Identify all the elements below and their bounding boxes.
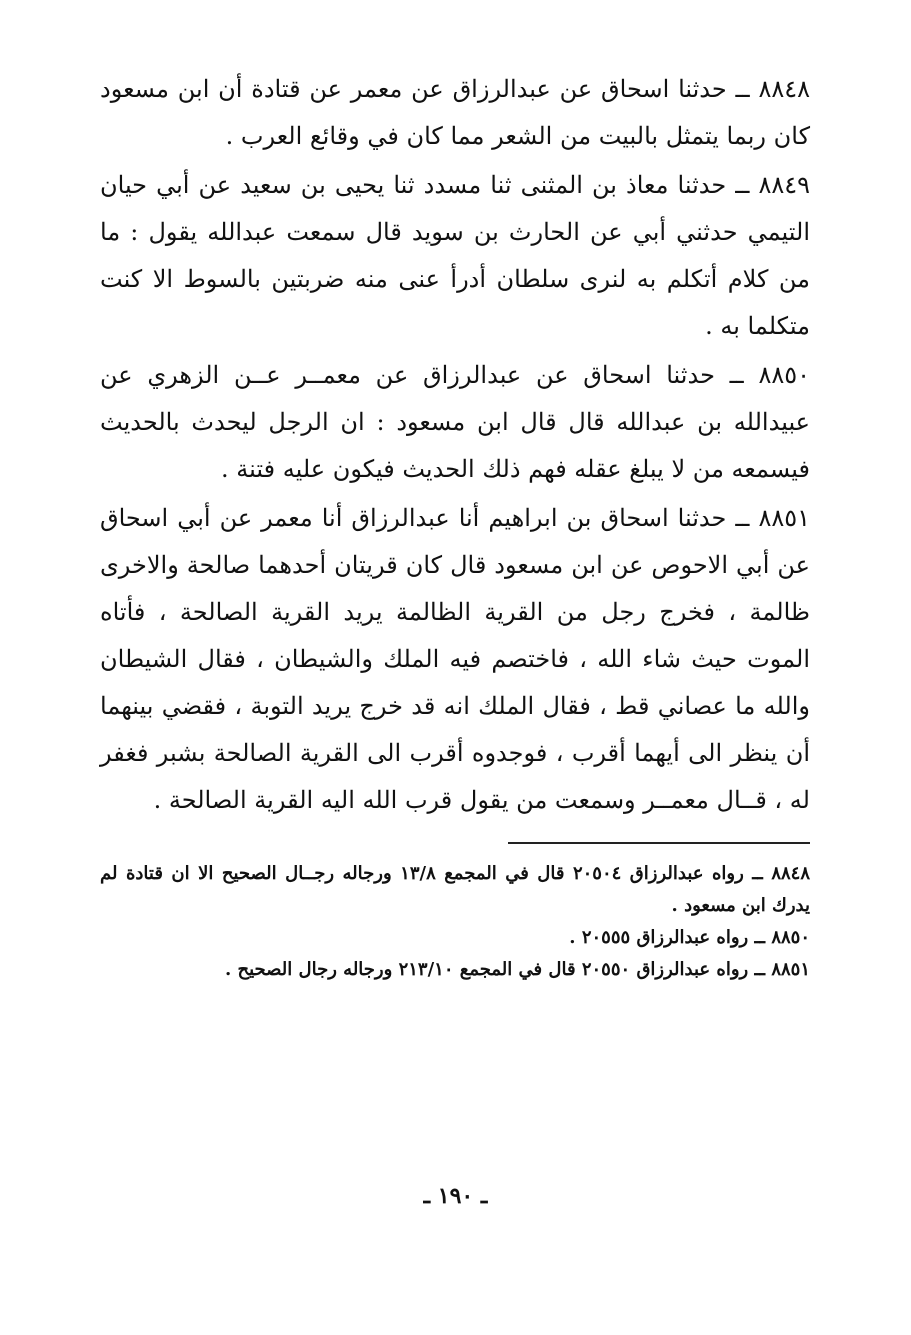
footnote-separator (508, 842, 810, 844)
book-page (100, 66, 810, 986)
footnote-8850: ٨٨٥٠ ــ رواه عبدالرزاق ٢٠٥٥٥ . (569, 927, 810, 948)
page-number: ـ ١٩٠ ـ (423, 1183, 488, 1209)
footnote-8851: ٨٨٥١ ــ رواه عبدالرزاق ٢٠٥٥٠ قال في المجمع ٢١٣/١٠ ورجاله رجال الصحيح . (224, 959, 810, 980)
hadith-8848: ٨٨٤٨ ــ حدثنا اسحاق عن عبدالرزاق عن معمر عن قتادة أن ابن مسعود كان ربما يتمثل بالبيت من الشعر مما كان في وقائع العرب . (100, 75, 810, 150)
footnotes (100, 858, 810, 986)
footnote-8848: ٨٨٤٨ ــ رواه عبدالرزاق ٢٠٥٠٤ قال في المجمع ١٣/٨ ورجاله رجــال الصحيح الا ان قتادة لم يدرك ابن مسعود . (100, 863, 810, 916)
hadith-8851: ٨٨٥١ ــ حدثنا اسحاق بن ابراهيم أنا عبدالرزاق أنا معمر عن أبي اسحاق عن أبي الاحوص عن ابن مسعود قال كان قريتان أحدهما صالحة والاخرى ظالمة ، فخرج رجل من القرية الظالمة يريد القرية الصالحة ، فأتاه الموت حيث شاء الله ، فاختصم فيه الملك والشيطان ، فقال الشيطان والله ما عصاني قط ، فقال الملك انه قد خرج يريد التوبة ، فقضي بينهما أن ينظر الى أيهما أقرب ، فوجدوه أقرب الى القرية الصالحة بشبر فغفر له ، قــال معمــر وسمعت من يقول قرب الله اليه القرية الصالحة . (100, 504, 810, 814)
hadith-8850: ٨٨٥٠ ــ حدثنا اسحاق عن عبدالرزاق عن معمــر عــن الزهري عن عبيدالله بن عبدالله قال قال ابن مسعود : ان الرجل ليحدث بالحديث فيسمعه من لا يبلغ عقله فهم ذلك الحديث فيكون عليه فتنة . (100, 361, 810, 483)
hadith-8849: ٨٨٤٩ ــ حدثنا معاذ بن المثنى ثنا مسدد ثنا يحيى بن سعيد عن أبي حيان التيمي حدثني أبي عن الحارث بن سويد قال سمعت عبدالله يقول : ما من كلام أتكلم به لنرى سلطان أدرأ عنى منه ضربتين بالسوط الا كنت متكلما به . (100, 171, 810, 340)
main-text (100, 66, 810, 824)
